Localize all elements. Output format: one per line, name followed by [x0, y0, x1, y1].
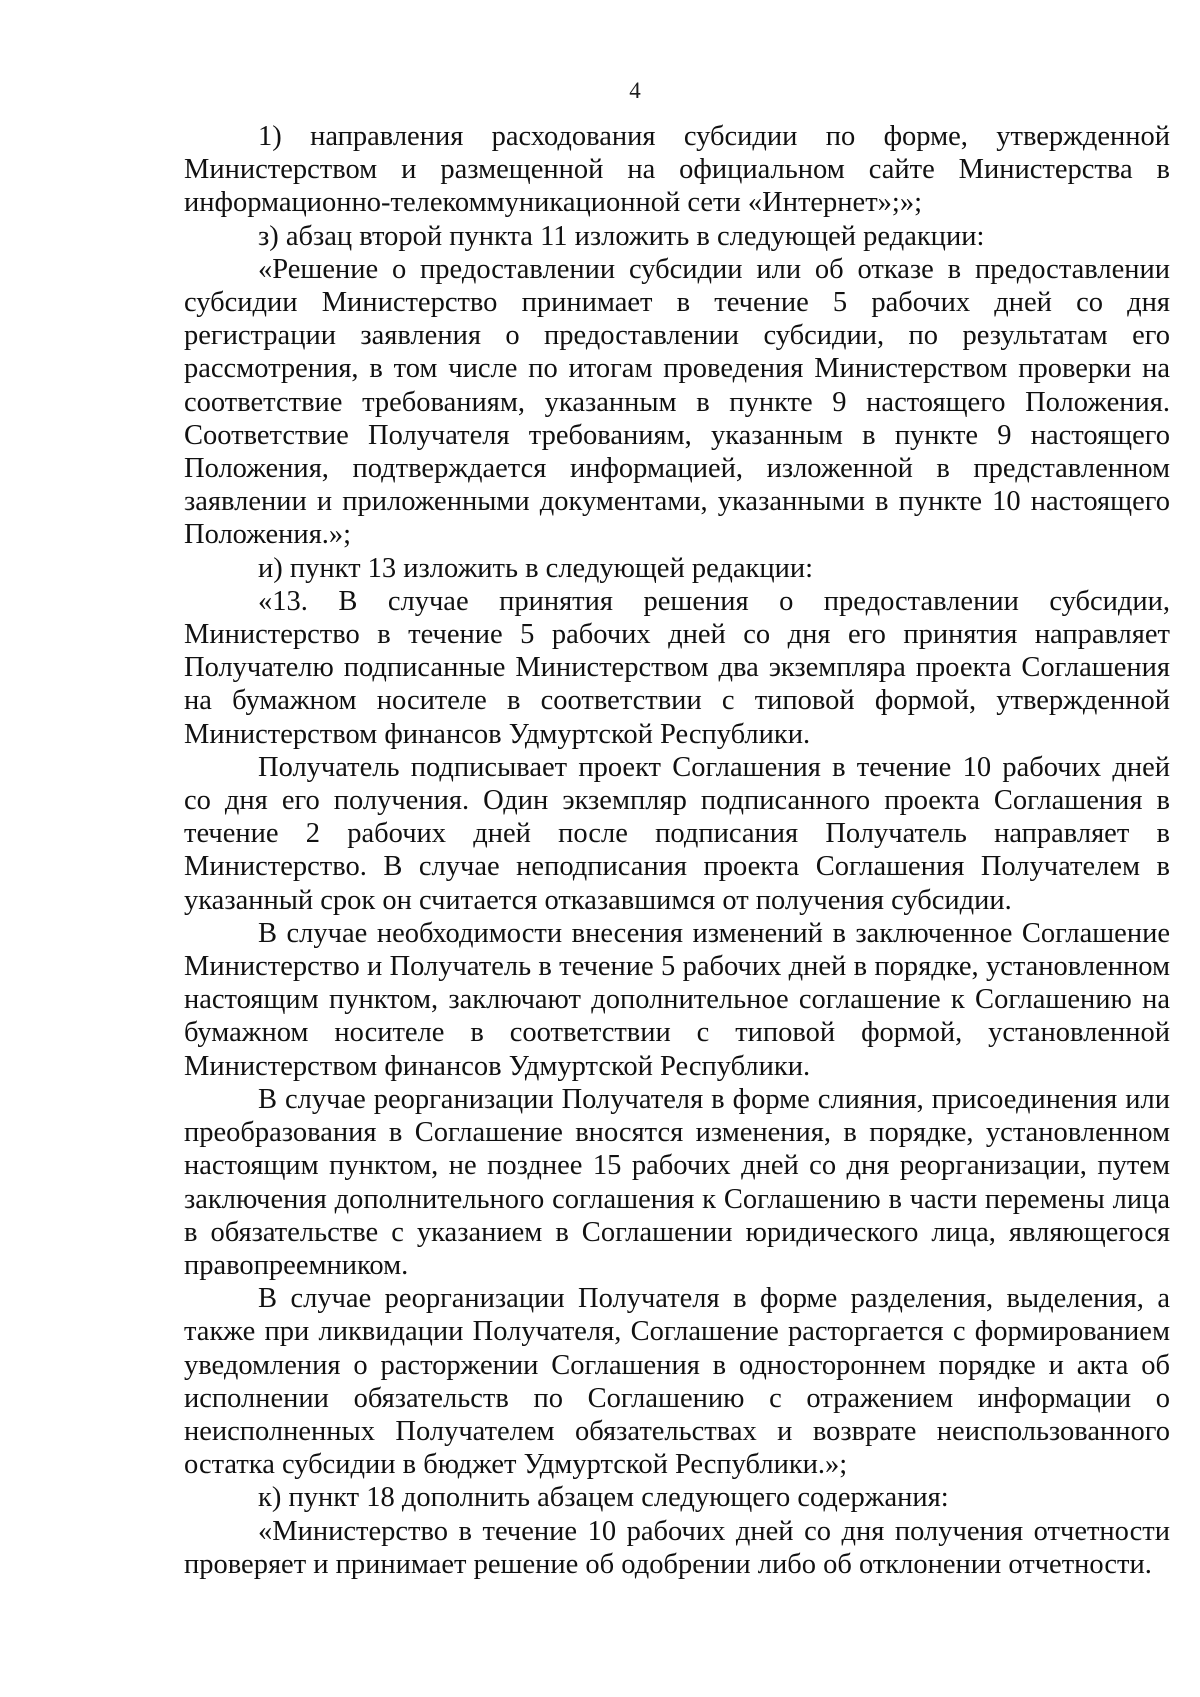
paragraph-item-13-text: «13. В случае принятия решения о предоставлении субсидии, Министерство в течение 5 рабочих дней со дня его принятия направляет Получателю подписанные Министерством два экземпляра проекта Соглашения на бумажном носителе в соответствии с типовой формой, утвержденной Министерством финансов Удмуртской Республики. [184, 585, 1170, 750]
paragraph-item-11-text: «Решение о предоставлении субсидии или об отказе в предоставлении субсидии Министерство принимает в течение 5 рабочих дней со дня регистрации заявления о предоставлении субсидии, по результатам его рассмотрения, в том числе по итогам проведения Министерством проверки на соответствие требованиям, указанным в пункте 9 настоящего Положения. Соответствие Получателя требованиям, указанным в пункте 9 настоящего Положения, подтверждается информацией, изложенной в представленном заявлении и приложенными документами, указанными в пункте 10 настоящего Положения.»; [184, 253, 1170, 551]
paragraph-item-z: з) абзац второй пункта 11 изложить в следующей редакции: [258, 220, 985, 252]
document-body [184, 120, 1170, 1581]
paragraph-amendments: В случае необходимости внесения изменений в заключенное Соглашение Министерство и Получатель в течение 5 рабочих дней в порядке, установленном настоящим пунктом, заключают дополнительное соглашение к Соглашению на бумажном носителе в соответствии с типовой формой, установленной Министерством финансов Удмуртской Республики. [184, 917, 1170, 1082]
paragraph-signing: Получатель подписывает проект Соглашения в течение 10 рабочих дней со дня его получения. Один экземпляр подписанного проекта Соглашения в течение 2 рабочих дней после подписания Получатель направляет в Министерство. В случае неподписания проекта Соглашения Получателем в указанный срок он считается отказавшимся от получения субсидии. [184, 751, 1170, 916]
page-number: 4 [629, 78, 641, 103]
paragraph-item-18-text: «Министерство в течение 10 рабочих дней со дня получения отчетности проверяет и принимает решение об одобрении либо об отклонении отчетности. [184, 1515, 1170, 1580]
paragraph-item-i: и) пункт 13 изложить в следующей редакции: [258, 552, 814, 584]
paragraph-reorganization-division: В случае реорганизации Получателя в форме разделения, выделения, а также при ликвидации Получателя, Соглашение расторгается с формированием уведомления о расторжении Соглашения в одностороннем порядке и акта об исполнении обязательств по Соглашению с отражением информации о неисполненных Получателем обязательствах и возврате неиспользованного остатка субсидии в бюджет Удмуртской Республики.»; [184, 1283, 1170, 1481]
paragraph-item-k: к) пункт 18 дополнить абзацем следующего содержания: [258, 1482, 949, 1514]
paragraph-reorganization-merger: В случае реорганизации Получателя в форме слияния, присоединения или преобразования в Соглашение вносятся изменения, в порядке, установленном настоящим пунктом, не позднее 15 рабочих дней со дня реорганизации, путем заключения дополнительного соглашения к Соглашению в части перемены лица в обязательстве с указанием в Соглашении юридического лица, являющегося правопреемником. [184, 1083, 1170, 1281]
paragraph-item-l: 1) направления расходования субсидии по форме, утвержденной Министерством и размещенной на официальном сайте Министерства в информационно-телекоммуникационной сети «Интернет»;»; [184, 121, 1170, 219]
